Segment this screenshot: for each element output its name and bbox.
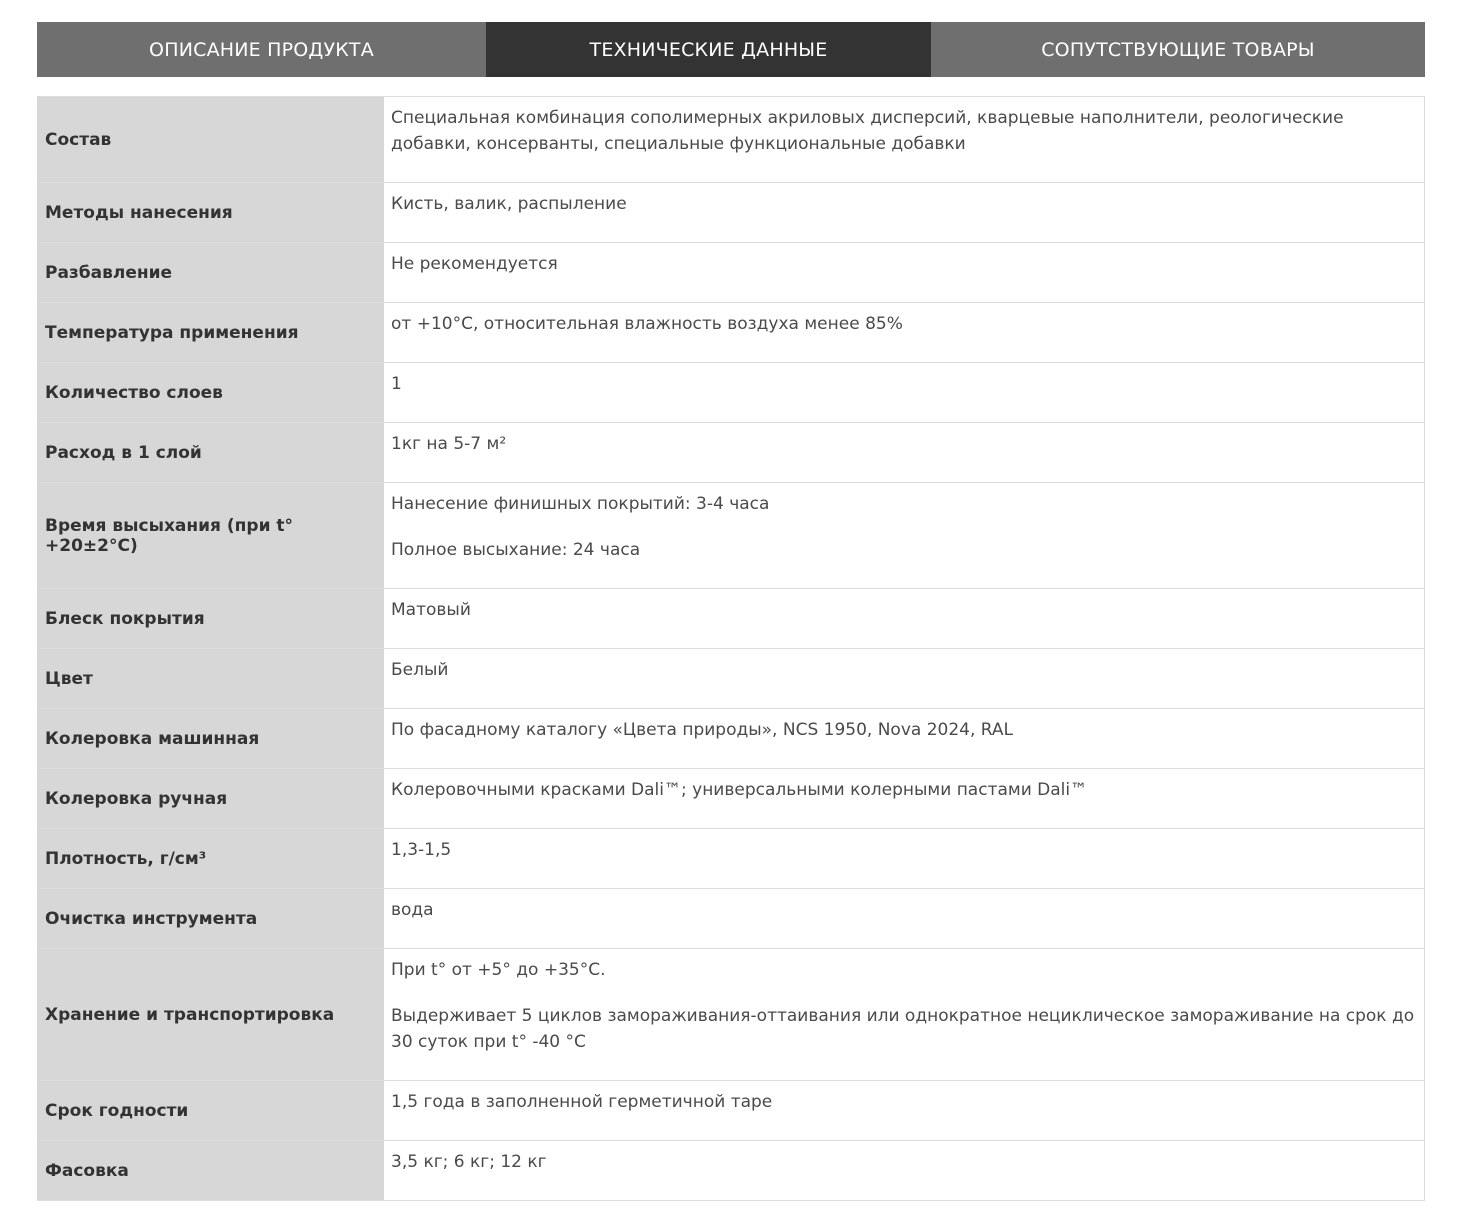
spec-label: Разбавление	[37, 243, 384, 302]
spec-label: Температура применения	[37, 303, 384, 362]
spec-value: 1	[391, 374, 402, 394]
spec-row-drying-time	[37, 483, 1425, 589]
spec-label: Колеровка машинная	[37, 709, 384, 768]
tab-bar	[37, 22, 1425, 77]
specs-table	[37, 96, 1425, 1201]
spec-label: Плотность, г/см³	[37, 829, 384, 888]
tab-technical-data[interactable]: ТЕХНИЧЕСКИЕ ДАННЫЕ	[486, 22, 931, 77]
spec-label: Количество слоев	[37, 363, 384, 422]
spec-value: Нанесение финишных покрытий: 3-4 часа Полное высыхание: 24 часа	[391, 494, 770, 560]
spec-row-machine-tinting	[37, 709, 1425, 769]
spec-value: 3,5 кг; 6 кг; 12 кг	[391, 1152, 547, 1172]
spec-row-composition	[37, 97, 1425, 183]
spec-label: Колеровка ручная	[37, 769, 384, 828]
spec-label: Хранение и транспортировка	[37, 949, 384, 1080]
spec-value: 1кг на 5-7 м²	[391, 434, 507, 454]
spec-label: Очистка инструмента	[37, 889, 384, 948]
spec-value: Колеровочными красками Dali™; универсальными колерными пастами Dali™	[391, 780, 1088, 800]
spec-value: Белый	[391, 660, 449, 680]
spec-row-temperature	[37, 303, 1425, 363]
spec-value: Специальная комбинация сополимерных акриловых дисперсий, кварцевые наполнители, реологические добавки, консерванты, специальные функциональные добавки	[391, 108, 1344, 154]
spec-value: 1,5 года в заполненной герметичной таре	[391, 1092, 773, 1112]
tab-product-description[interactable]: ОПИСАНИЕ ПРОДУКТА	[37, 22, 486, 77]
spec-value: 1,3-1,5	[391, 840, 452, 860]
spec-row-packaging	[37, 1141, 1425, 1201]
spec-label: Цвет	[37, 649, 384, 708]
spec-label: Блеск покрытия	[37, 589, 384, 648]
spec-row-gloss	[37, 589, 1425, 649]
spec-value: Не рекомендуется	[391, 254, 558, 274]
spec-value: вода	[391, 900, 434, 920]
spec-label: Срок годности	[37, 1081, 384, 1140]
tab-related-products[interactable]: СОПУТСТВУЮЩИЕ ТОВАРЫ	[931, 22, 1425, 77]
spec-value: Кисть, валик, распыление	[391, 194, 627, 214]
spec-row-dilution	[37, 243, 1425, 303]
spec-row-layers	[37, 363, 1425, 423]
spec-label: Фасовка	[37, 1141, 384, 1200]
spec-row-tool-cleaning	[37, 889, 1425, 949]
spec-row-manual-tinting	[37, 769, 1425, 829]
spec-row-density	[37, 829, 1425, 889]
spec-label: Состав	[37, 97, 384, 182]
spec-label: Методы нанесения	[37, 183, 384, 242]
spec-row-consumption	[37, 423, 1425, 483]
spec-value: Матовый	[391, 600, 471, 620]
spec-row-storage	[37, 949, 1425, 1081]
spec-label: Время высыхания (при t° +20±2°С)	[37, 483, 384, 588]
spec-row-color	[37, 649, 1425, 709]
spec-label: Расход в 1 слой	[37, 423, 384, 482]
spec-value: По фасадному каталогу «Цвета природы», NCS 1950, Nova 2024, RAL	[391, 720, 1014, 740]
spec-row-methods	[37, 183, 1425, 243]
spec-value: от +10°С, относительная влажность воздуха менее 85%	[391, 314, 903, 334]
spec-row-shelf-life	[37, 1081, 1425, 1141]
spec-value: При t° от +5° до +35°С. Выдерживает 5 циклов замораживания-оттаивания или однократное нециклическое замораживание на срок до 30 суток при t° -40 °С	[391, 960, 1415, 1052]
